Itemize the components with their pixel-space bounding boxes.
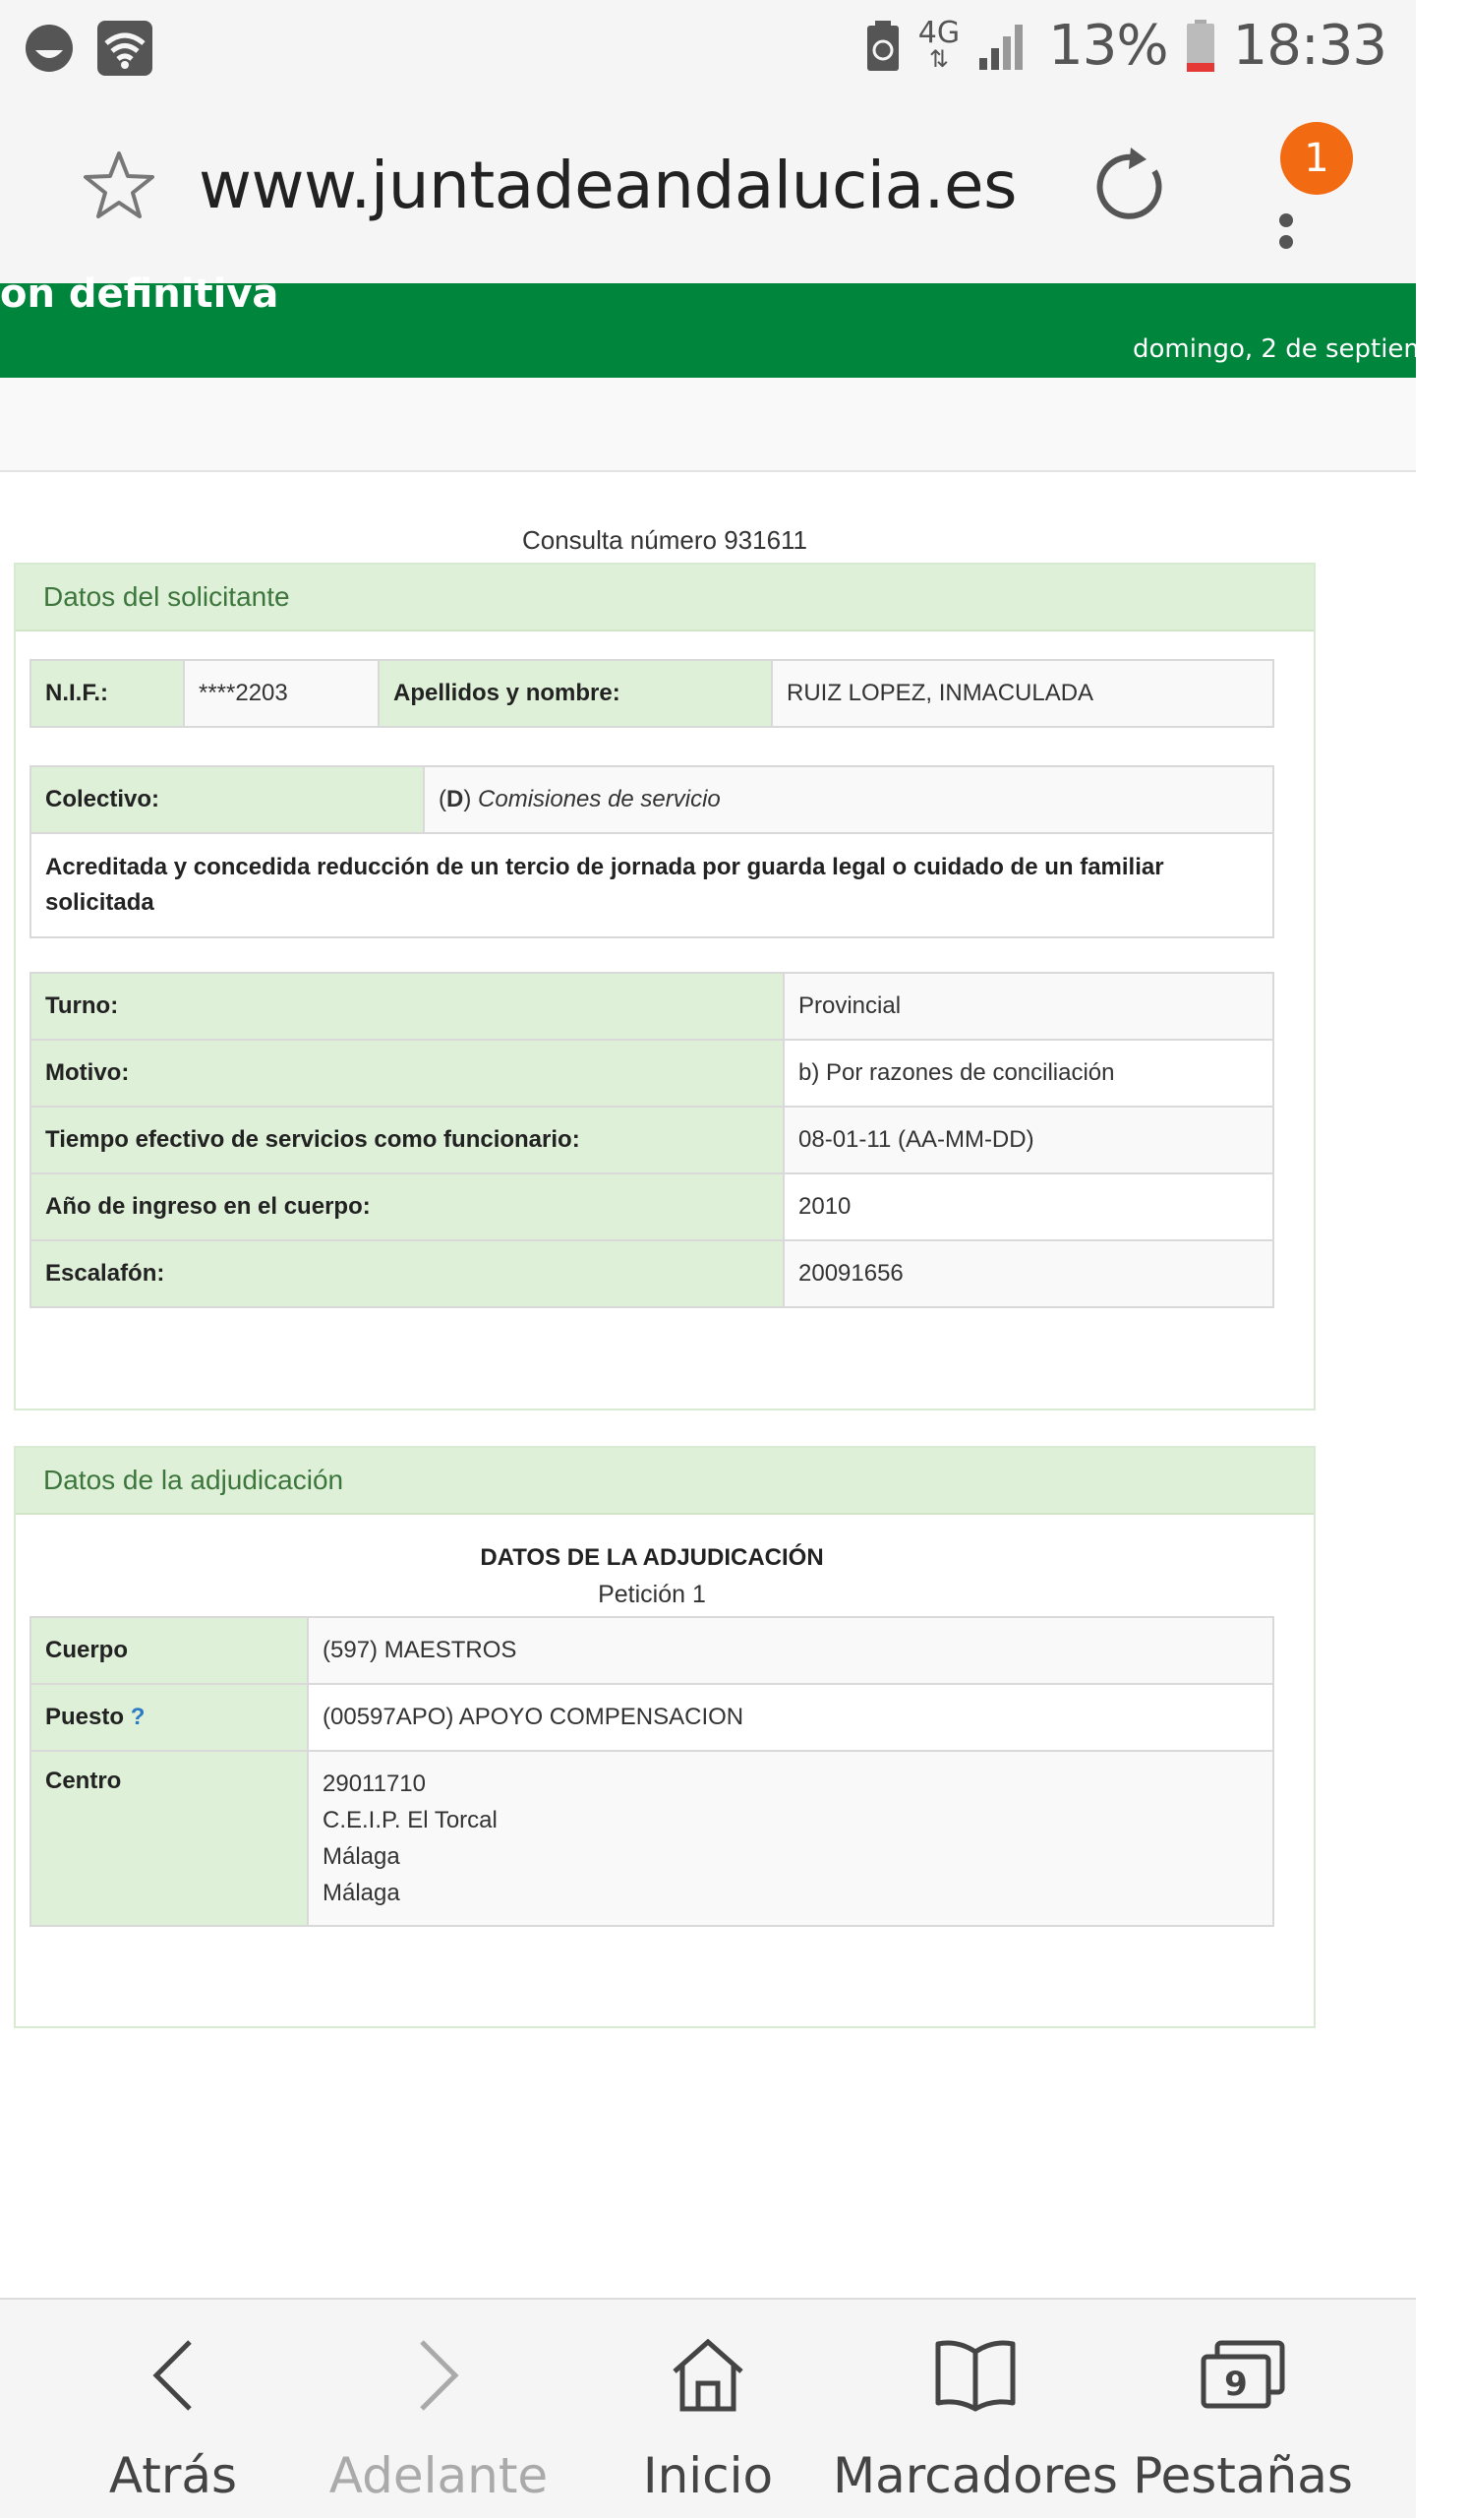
tab-count: 9 xyxy=(1224,2365,1248,2404)
battery-low-icon xyxy=(1186,20,1215,73)
applicant-details-table xyxy=(29,972,1274,1308)
row-value: 20091656 xyxy=(784,1240,1273,1307)
puesto-help-link[interactable]: ? xyxy=(130,1704,146,1730)
table-row xyxy=(30,1040,1273,1107)
table-row xyxy=(30,1107,1273,1173)
home-button[interactable] xyxy=(570,2300,846,2520)
centro-code: 29011710 xyxy=(323,1770,426,1797)
back-label: Atrás xyxy=(108,2447,238,2504)
page-heading: on definitiva xyxy=(0,271,279,317)
reload-icon[interactable] xyxy=(1093,148,1172,226)
applicant-panel-title: Datos del solicitante xyxy=(16,565,1314,631)
row-label: Año de ingreso en el cuerpo: xyxy=(30,1173,784,1240)
battery-saver-icon xyxy=(865,21,901,72)
table-row xyxy=(30,1751,1273,1926)
consulta-number: Consulta número 931611 xyxy=(521,525,808,555)
colectivo-description: Comisiones de servicio xyxy=(478,786,721,812)
home-label: Inicio xyxy=(642,2447,774,2504)
bookmark-star-icon[interactable] xyxy=(83,150,155,220)
browser-toolbar xyxy=(0,98,1416,283)
table-row xyxy=(30,1173,1273,1240)
centro-value xyxy=(308,1751,1273,1926)
applicant-id-table xyxy=(29,659,1274,728)
wifi-hotspot-icon xyxy=(96,20,153,77)
tabs-button[interactable] xyxy=(1105,2300,1381,2520)
petition-number: Petición 1 xyxy=(598,1581,706,1608)
table-row xyxy=(30,973,1273,1040)
network-type: 4G ⇅ xyxy=(917,15,961,73)
colectivo-code: D xyxy=(446,786,464,812)
row-label: Tiempo efectivo de servicios como funcionario: xyxy=(30,1107,784,1173)
row-value: 2010 xyxy=(784,1173,1273,1240)
colectivo-label: Colectivo: xyxy=(30,766,424,833)
home-icon xyxy=(671,2338,745,2413)
cuerpo-value: (597) MAESTROS xyxy=(308,1617,1273,1684)
clock: 18:33 xyxy=(1232,14,1386,78)
name-value: RUIZ LOPEZ, INMACULADA xyxy=(772,660,1273,727)
row-value: b) Por razones de conciliación xyxy=(784,1040,1273,1107)
adjudication-panel-title: Datos de la adjudicación xyxy=(16,1448,1314,1515)
browser-bottom-nav xyxy=(0,2298,1416,2518)
forward-button[interactable] xyxy=(301,2300,576,2520)
puesto-label: Puesto xyxy=(45,1704,125,1730)
row-value: Provincial xyxy=(784,973,1273,1040)
back-button[interactable] xyxy=(35,2300,311,2520)
reduction-note: Acreditada y concedida reducción de un tercio de jornada por guarda legal o cuidado de un familiar solicitada xyxy=(30,833,1273,937)
cuerpo-label: Cuerpo xyxy=(30,1617,308,1684)
header-date: domingo, 2 de septiembre xyxy=(1133,334,1470,364)
centro-label: Centro xyxy=(30,1751,308,1926)
table-row xyxy=(30,1684,1273,1751)
nif-label: N.I.F.: xyxy=(30,660,184,727)
site-subheader xyxy=(0,378,1416,472)
row-label: Turno: xyxy=(30,973,784,1040)
nif-value: ****2203 xyxy=(184,660,379,727)
chevron-left-icon xyxy=(148,2338,198,2413)
bookmarks-button[interactable] xyxy=(833,2300,1118,2520)
row-value: 08-01-11 (AA-MM-DD) xyxy=(784,1107,1273,1173)
puesto-label-cell xyxy=(30,1684,308,1751)
status-bar xyxy=(0,0,1416,98)
centro-province: Málaga xyxy=(323,1880,400,1906)
smiley-notification-icon xyxy=(24,23,75,74)
adjudication-table xyxy=(29,1616,1274,1927)
bookmarks-book-icon xyxy=(934,2338,1017,2413)
forward-label: Adelante xyxy=(328,2447,549,2504)
menu-notification-badge: 1 xyxy=(1280,122,1353,195)
colectivo-value: (D) Comisiones de servicio xyxy=(424,766,1273,833)
row-label: Escalafón: xyxy=(30,1240,784,1307)
centro-name: C.E.I.P. El Torcal xyxy=(323,1807,498,1833)
signal-strength-icon xyxy=(977,21,1030,72)
site-header xyxy=(0,271,1470,378)
adjudication-title: DATOS DE LA ADJUDICACIÓN xyxy=(480,1544,824,1571)
table-row xyxy=(30,1240,1273,1307)
bookmarks-label: Marcadores xyxy=(833,2447,1118,2504)
centro-locality: Málaga xyxy=(323,1843,400,1870)
row-label: Motivo: xyxy=(30,1040,784,1107)
name-label: Apellidos y nombre: xyxy=(379,660,772,727)
battery-percentage: 13% xyxy=(1048,14,1168,78)
tabs-label: Pestañas xyxy=(1133,2447,1353,2504)
url-field[interactable]: www.juntadeandalucia.es xyxy=(199,148,1017,223)
table-row xyxy=(30,1617,1273,1684)
colectivo-table xyxy=(29,765,1274,938)
tabs-icon xyxy=(1200,2340,1286,2411)
puesto-value: (00597APO) APOYO COMPENSACION xyxy=(308,1684,1273,1751)
chevron-right-icon xyxy=(414,2338,463,2413)
